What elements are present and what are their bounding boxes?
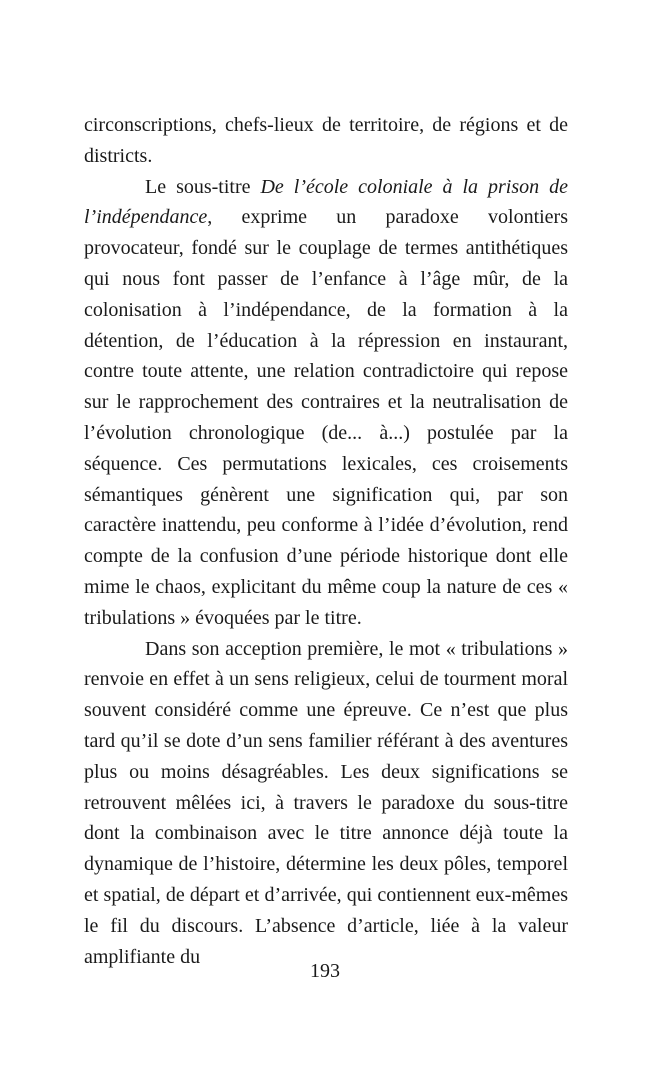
paragraph-subtitle	[84, 172, 568, 634]
page-number: 193	[310, 960, 340, 982]
paragraph-continued	[84, 110, 568, 172]
paragraph-text: circonscriptions, chefs-lieux de territoire, de régions et de districts.	[84, 114, 568, 167]
paragraph-text: Dans son acception première, le mot « tribulations » renvoie en effet à un sens religieux, celui de tourment moral souvent considéré comme une épreuve. Ce n’est que plus tard qu’il se dote d’un sens familier référant à des aventures plus ou moins désagréables. Les deux significations se retrouvent mêlées ici, à travers le paradoxe du sous-titre dont la combinaison avec le titre annonce déjà toute la dynamique de l’histoire, détermine les deux pôles, temporel et spatial, de départ et d’arrivée, qui contiennent eux-mêmes le fil du discours. L’absence d’article, liée à la valeur amplifiante du	[84, 637, 568, 968]
paragraph-text: , exprime un paradoxe volontiers provocateur, fondé sur le couplage de termes antithétiques qui nous font passer de l’enfance à l’âge mûr, de la colonisation à l’indépendance, de la formation à la détention, de l’éducation à la répression en instaurant, contre toute attente, une relation contradictoire qui repose sur le rapprochement des contraires et la neutralisation de l’évolution chronologique (de... à...) postulée par la séquence. Ces permutations lexicales, ces croisements sémantiques génèrent une signification qui, par son caractère inattendu, peu conforme à l’idée d’évolution, rend compte de la confusion d’une période historique dont elle mime le chaos, explicitant du même coup la nature de ces « tribulations » évoquées par le titre.	[84, 206, 568, 629]
paragraph-tribulations	[84, 634, 568, 973]
body-text	[84, 110, 568, 972]
subtitle-quote: De l’école coloniale à la prison de l’indépendance	[84, 175, 568, 229]
paragraph-text: Le sous-titre	[145, 175, 261, 198]
